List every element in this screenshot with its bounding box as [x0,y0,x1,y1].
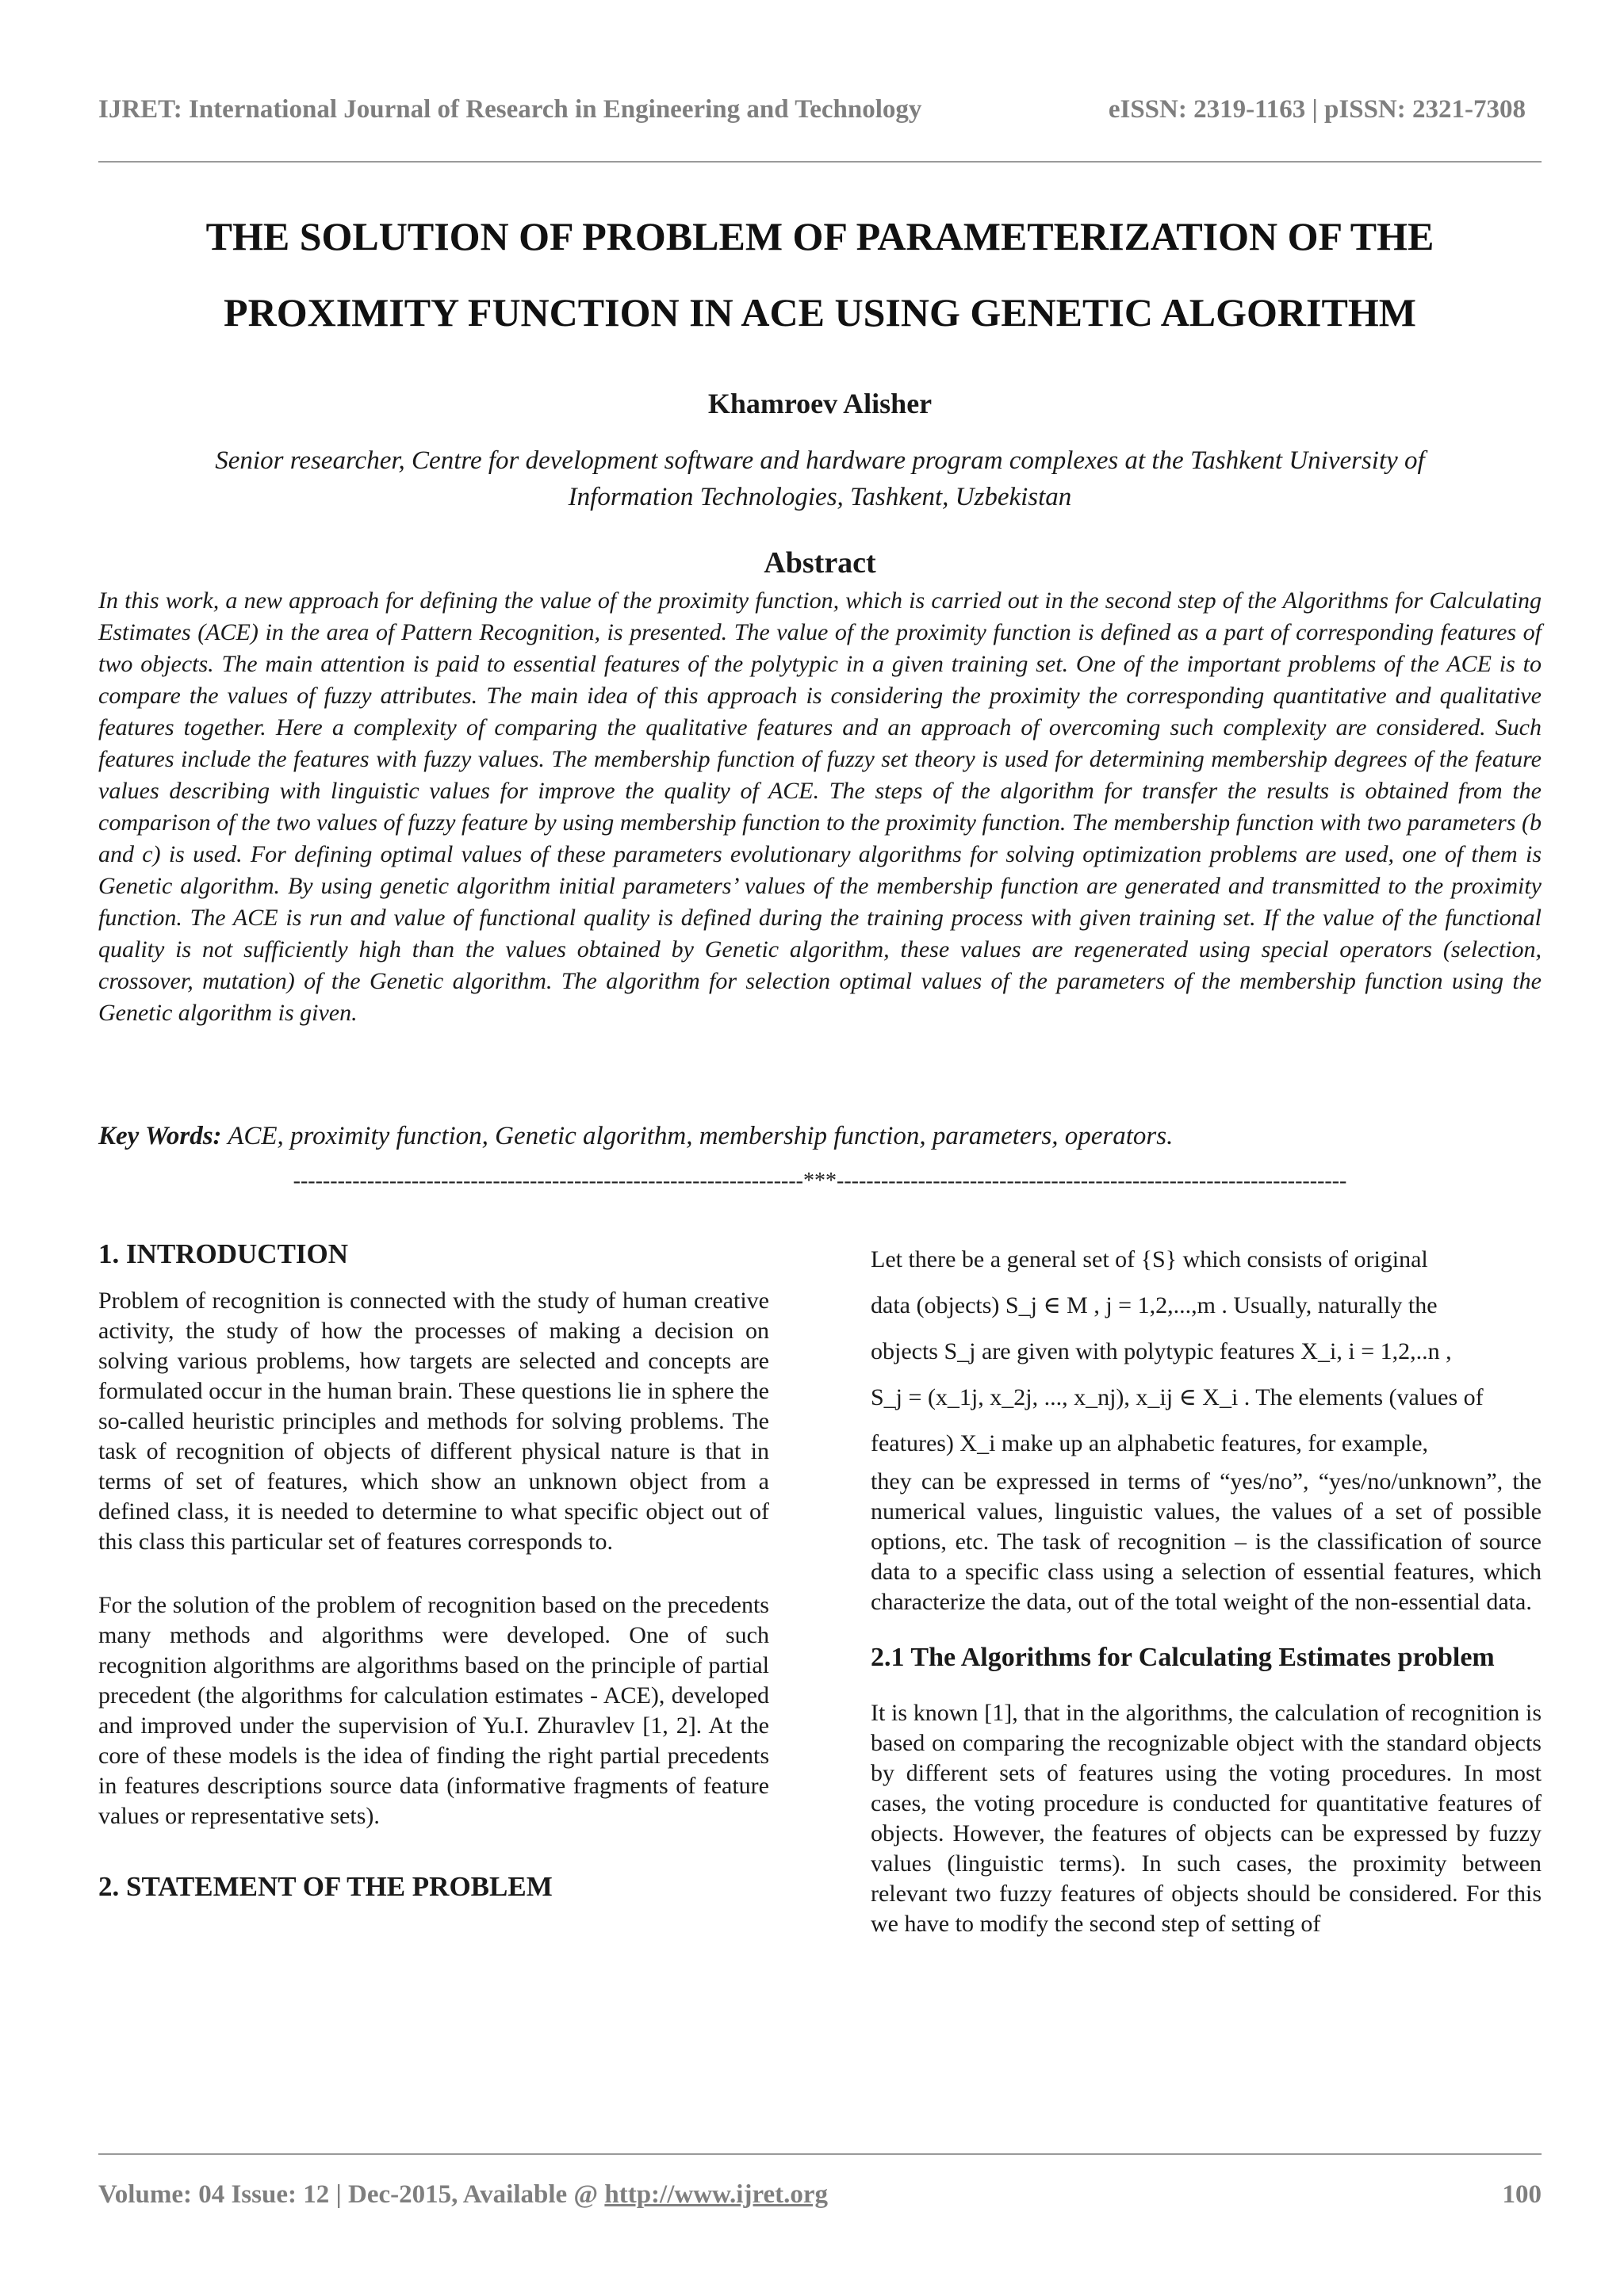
math-line-3: objects S_j are given with polytypic features X_i, i = 1,2,..n , [871,1338,1452,1364]
footer-volume-text: Volume: 04 Issue: 12 | Dec-2015, Available @ [98,2180,599,2209]
journal-name: IJRET: International Journal of Research in Engineering and Technology [98,95,922,124]
paper-title [98,198,1542,350]
header-rule [98,161,1542,163]
abstract-heading: Abstract [764,546,876,580]
abstract-text: In this work, a new approach for defining the value of the proximity function, which is carried out in the second step of the Algorithms for Calculating Estimates (ACE) in the area of Pattern Recognition, is presented. The value of the proximity function is defined as a part of corresponding features of two objects. The main attention is paid to essential features of the polytypic in a given training set. One of the important problems of the ACE is to compare the values of fuzzy attributes. The main idea of this approach is considering the proximity the corresponding quantitative and qualitative features together. Here a complexity of comparing the qualitative features and an approach of overcoming such complexity are considered. Such features include the features with fuzzy values. The membership function of fuzzy set theory is used for determining membership degrees of the feature values describing with linguistic values for improve the quality of ACE. The steps of the algorithm for transfer the results is obtained from the comparison of the two values of fuzzy feature by using membership function to the proximity function. The membership function with two parameters (b and c) is used. For defining optimal values of these parameters evolutionary algorithms for solving optimization problems are used, one of them is Genetic algorithm. By using genetic algorithm initial parameters’ values of the membership function are generated and transmitted to the proximity function. The ACE is run and value of functional quality is defined during the training process with given training set. If the value of the functional quality is not sufficiently high than the values obtained by Genetic algorithm, these values are regenerated using special operators (selection, crossover, mutation) of the Genetic algorithm. The algorithm for selection optimal values of the parameters of the membership function using the Genetic algorithm is given. [98,587,1542,1026]
section-divider: ---------------------------------------------------------------------***--------------------------------------------------------------------- [293,1169,1347,1193]
introduction-paragraph-1: Problem of recognition is connected with the study of human creative activity, the study of how the processes of making a decision on solving various problems, how targets are selected and concepts are formulated occur in the human brain. These questions lie in sphere the so-called heuristic principles and methods for solving problems. The task of recognition of objects of different physical nature is that in terms of set of features, which show an unknown object from a defined class, it is needed to determine to what specific object out of this class this particular set of features corresponds to. [98,1288,769,1555]
keywords [98,1122,1542,1151]
footer-rule [98,2153,1542,2155]
left-column [98,1237,769,1904]
introduction-paragraph-2: For the solution of the problem of recognition based on the precedents many methods and algorithms were developed. One of such recognition algorithms are algorithms based on the principle of partial precedent (the algorithms for calculation estimates - ACE), developed and improved under the supervision of Yu.I. Zhuravlev [1, 2]. At the core of these models is the idea of finding the right partial precedents in features descriptions source data (informative fragments of feature values or representative sets). [98,1592,769,1829]
math-line-2: data (objects) S_j ∈ M , j = 1,2,...,m . Usually, naturally the [871,1292,1438,1318]
math-line-1: Let there be a general set of {S} which consists of original [871,1246,1428,1272]
issn: eISSN: 2319-1163 | pISSN: 2321-7308 [1108,95,1526,124]
affiliation-line-1: Senior researcher, Centre for development software and hardware program complexes at the Tashkent University of [215,446,1425,475]
running-header [98,95,1526,133]
keywords-text: ACE, proximity function, Genetic algorithm, membership function, parameters, operators. [228,1122,1174,1150]
journal-url-link[interactable]: http://www.ijret.org [604,2180,829,2209]
title-line-2: PROXIMITY FUNCTION IN ACE USING GENETIC ALGORITHM [224,290,1416,335]
author-affiliation [98,442,1542,515]
page-number: 100 [1502,2180,1542,2209]
author-name: Khamroev Alisher [707,388,933,419]
right-column [871,1237,1542,1939]
statement-heading: 2. STATEMENT OF THE PROBLEM [98,1871,553,1902]
title-line-1: THE SOLUTION OF PROBLEM OF PARAMETERIZATION OF THE [205,214,1434,258]
ace-section-paragraph: It is known [1], that in the algorithms, the calculation of recognition is based on comparing the recognizable object with the standard objects by different sets of features using the voting procedures. In most cases, the voting procedure is conducted for quantitative features of objects. However, the features of objects can be expressed by fuzzy values (linguistic terms). In such cases, the proximity between relevant two fuzzy features of objects should be considered. For this we have to modify the second step of setting of [871,1700,1542,1937]
affiliation-line-2: Information Technologies, Tashkent, Uzbekistan [568,483,1072,511]
introduction-heading: 1. INTRODUCTION [98,1238,349,1269]
running-footer [98,2180,1542,2210]
keywords-label: Key Words: [98,1122,222,1150]
math-line-5: features) X_i make up an alphabetic features, for example, [871,1430,1429,1456]
ace-section-heading: 2.1 The Algorithms for Calculating Estimates problem [871,1643,1495,1672]
math-line-4: S_j = (x_1j, x_2j, ..., x_nj), x_ij ∈ X_i . The elements (values of [871,1384,1484,1410]
statement-paragraph: they can be expressed in terms of “yes/no”, “yes/no/unknown”, the numerical values, linguistic values, the values of a set of possible options, etc. The task of recognition – is the classification of source data to a specific class using a selection of essential features, which characterize the data, out of the total weight of the non-essential data. [871,1468,1542,1615]
footer-volume [98,2180,828,2210]
